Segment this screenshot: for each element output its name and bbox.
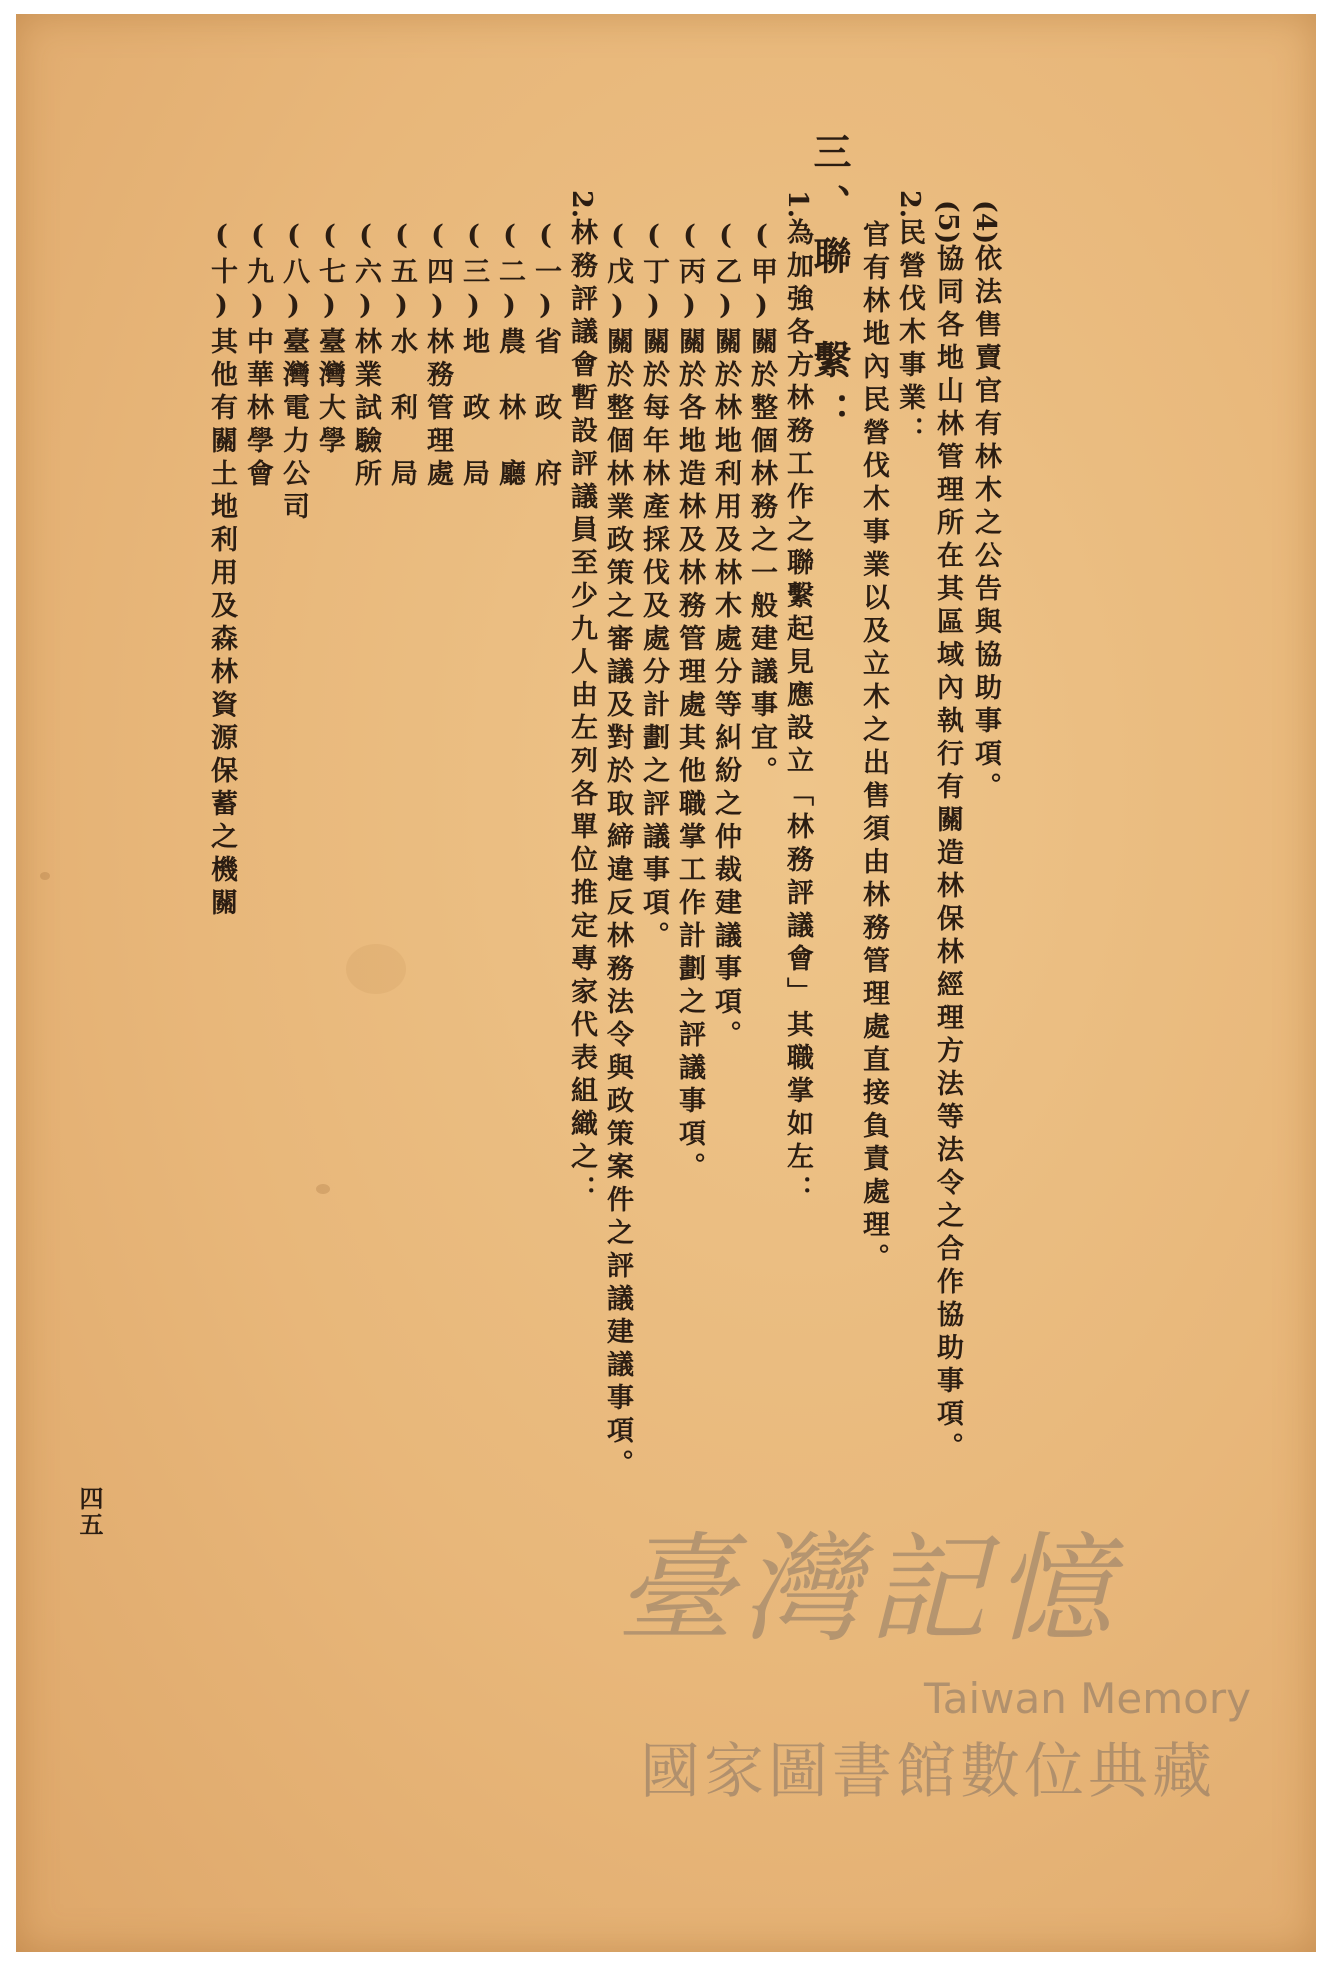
line-text: (九)中華林學會 [242,220,273,492]
line-text: 協同各地山林管理所在其區域內執行有關造林保林經理方法等法令之合作協助事項。 [932,244,963,1466]
line-text: (三)地 政 局 [458,220,489,492]
line-text: (一)省 政 府 [530,220,561,492]
section-heading [807,132,852,444]
line-text: 民營伐木事業： [894,218,925,450]
document-page [16,14,1316,1952]
line-text: (乙)關於林地利用及林木處分等糾紛之仲裁建議事項。 [710,220,741,1053]
text-line [528,220,562,492]
watermark-library: 國家圖書館數位典藏 [640,1737,1216,1807]
line-text: (丁)關於每年林產採伐及處分計劃之評議事項。 [638,220,669,954]
text-line [892,190,926,449]
text-line [276,220,310,525]
paper-stain [316,1184,330,1194]
text-line [968,200,1002,805]
line-text: 三、聯 繫： [807,132,852,444]
line-marker: 2. [894,190,925,219]
text-line [420,220,454,492]
text-line [744,220,778,789]
line-text: (二)農 林 廳 [494,220,525,492]
text-line [348,220,382,492]
watermark-english: Taiwan Memory [924,1674,1251,1723]
line-text: 依法售賣官有林木之公告與協助事項。 [970,244,1001,806]
line-marker: 2. [566,190,597,219]
text-line [856,220,890,1276]
paper-stain [346,944,406,994]
text-line [780,190,814,1208]
line-text: (四)林務管理處 [422,220,453,492]
line-text: 林務評議會暫設評議員至少九人由左列各單位推定專家代表組織之： [566,218,597,1209]
text-line [672,220,706,1185]
line-marker: 1. [782,190,813,219]
text-line [600,220,634,1482]
text-line [564,190,598,1208]
text-line [636,220,670,954]
text-line [930,200,964,1465]
line-text: (戊)關於整個林業政策之審議及對於取締違反林務法令與政策案件之評議建議事項。 [602,220,633,1482]
text-line [456,220,490,492]
text-line [204,220,238,921]
line-marker: (4) [970,200,1001,245]
line-text: (七)臺灣大學 [314,220,345,459]
text-line [708,220,742,1053]
line-text: (五)水 利 局 [386,220,417,492]
line-marker: (5) [932,200,963,245]
line-text: (丙)關於各地造林及林務管理處其他職掌工作計劃之評議事項。 [674,220,705,1185]
paper-stain [40,872,50,880]
watermark-chinese: 臺灣記憶 [616,1520,1121,1658]
line-text: 為加強各方林務工作之聯繫起見應設立「林務評議會」其職掌如左： [782,218,813,1209]
line-text: (甲)關於整個林務之一般建議事宜。 [746,220,777,789]
line-text: 官有林地內民營伐木事業以及立木之出售須由林務管理處直接負責處理。 [858,220,889,1276]
text-line [384,220,418,492]
line-text: (六)林業試驗所 [350,220,381,492]
text-line [492,220,526,492]
text-line [312,220,346,459]
line-text: (十)其他有關土地利用及森林資源保蓄之機關 [206,220,237,921]
text-line [240,220,274,492]
line-text: (八)臺灣電力公司 [278,220,309,525]
page-number: 四五 [75,1486,104,1538]
